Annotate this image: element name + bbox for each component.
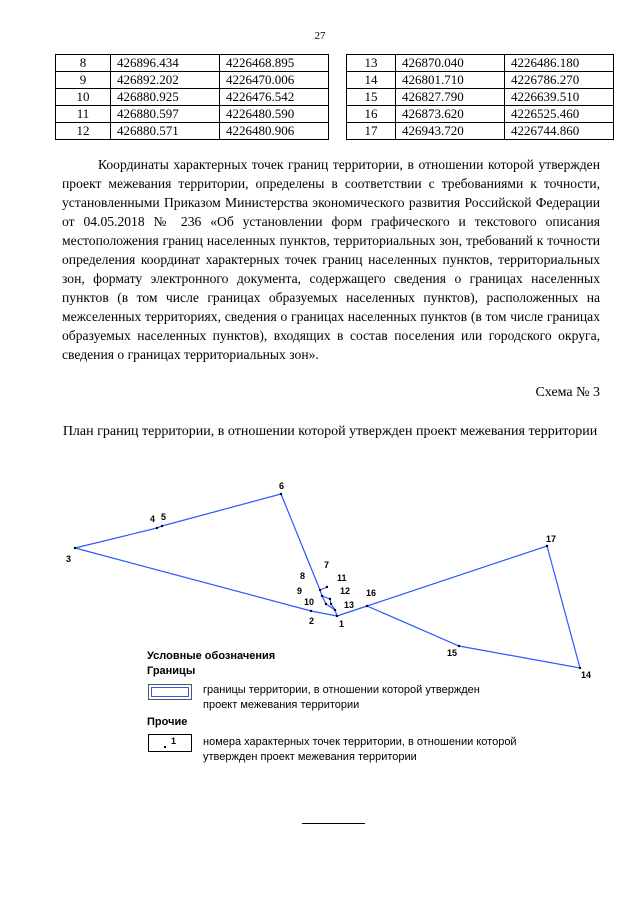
table-row bbox=[347, 123, 614, 140]
boundary-point bbox=[319, 589, 321, 591]
point-label: 1 bbox=[339, 619, 345, 629]
x-coordinate-cell: 426896.434 bbox=[111, 55, 220, 72]
coordinates-table-left bbox=[55, 54, 329, 140]
legend-point-text-line-1: номера характерных точек территории, в отношении которой bbox=[203, 736, 517, 748]
territory-plan-diagram bbox=[0, 470, 640, 685]
boundary-point bbox=[74, 547, 76, 549]
legend-other-heading: Прочие bbox=[147, 716, 188, 728]
y-coordinate-cell: 4226786.270 bbox=[505, 72, 614, 89]
legend-heading: Условные обозначения bbox=[147, 650, 276, 662]
legend-boundary-text-line-1: границы территории, в отношении которой утвержден bbox=[203, 684, 480, 696]
point-label: 16 bbox=[366, 588, 377, 598]
table-row bbox=[56, 55, 329, 72]
x-coordinate-cell: 426880.571 bbox=[111, 123, 220, 140]
point-number-cell: 14 bbox=[347, 72, 396, 89]
x-coordinate-cell: 426827.790 bbox=[396, 89, 505, 106]
table-row bbox=[56, 123, 329, 140]
point-label: 13 bbox=[344, 600, 355, 610]
point-label: 17 bbox=[546, 534, 557, 544]
legend-boundary-text-line-2: проект межевания территории bbox=[203, 699, 360, 711]
boundary-point bbox=[330, 603, 332, 605]
legend-boundary-swatch bbox=[148, 684, 192, 700]
table-row bbox=[56, 89, 329, 106]
boundary-line bbox=[337, 546, 580, 668]
legend-point-swatch bbox=[148, 734, 192, 752]
legend-boundary-text bbox=[203, 683, 543, 713]
legend-point-dot bbox=[164, 746, 166, 748]
schema-label: Схема № 3 bbox=[535, 385, 600, 400]
point-number-cell: 12 bbox=[56, 123, 111, 140]
point-number-cell: 17 bbox=[347, 123, 396, 140]
y-coordinate-cell: 4226476.542 bbox=[220, 89, 329, 106]
y-coordinate-cell: 4226468.895 bbox=[220, 55, 329, 72]
point-number-cell: 11 bbox=[56, 106, 111, 123]
coordinates-paragraph: Координаты характерных точек границ территории, в отношении которой утвержден проект межевания территории, определены в соответствии с требованиями к точности, установленными Приказом Министерства экономического развития Российской Федерации от 04.05.2018 № 236 «Об установлении форм графического и текстового описания местоположения границ населенных пунктов, территориальных зон, требований к точности определения координат характерных точек границ населенных пунктов, территориальных зон, формату электронного документа, содержащего сведения о границах населенных пунктов (в том числе границах образуемых населенных пунктов), расположенных на межселенных территориях, сведения о границах населенных пунктов (в том числе границах образуемых населенных пунктов), входящих в состав поселения или городского округа, сведения о границах территориальных зон». bbox=[62, 157, 600, 362]
point-label: 5 bbox=[161, 512, 167, 522]
table-row bbox=[347, 55, 614, 72]
point-label: 8 bbox=[300, 571, 306, 581]
point-number-cell: 15 bbox=[347, 89, 396, 106]
point-label: 7 bbox=[324, 560, 330, 570]
boundary-point bbox=[325, 603, 327, 605]
footer-line bbox=[302, 823, 365, 824]
y-coordinate-cell: 4226744.860 bbox=[505, 123, 614, 140]
y-coordinate-cell: 4226480.590 bbox=[220, 106, 329, 123]
boundary-point bbox=[326, 586, 328, 588]
table-row bbox=[347, 89, 614, 106]
table-row bbox=[56, 106, 329, 123]
point-number-cell: 8 bbox=[56, 55, 111, 72]
table-row bbox=[347, 72, 614, 89]
point-label: 9 bbox=[297, 586, 303, 596]
legend-point-number: 1 bbox=[171, 736, 177, 746]
boundary-point bbox=[334, 609, 336, 611]
boundary-point bbox=[546, 545, 548, 547]
point-label: 4 bbox=[150, 514, 156, 524]
boundary-point bbox=[579, 667, 581, 669]
boundary-point bbox=[366, 605, 368, 607]
point-number-cell: 13 bbox=[347, 55, 396, 72]
boundary-point bbox=[156, 527, 158, 529]
boundary-line bbox=[75, 548, 337, 616]
x-coordinate-cell: 426880.597 bbox=[111, 106, 220, 123]
point-label: 3 bbox=[66, 554, 72, 564]
boundary-point bbox=[336, 615, 338, 617]
point-number-cell: 10 bbox=[56, 89, 111, 106]
page-number: 27 bbox=[314, 30, 326, 42]
boundary-point bbox=[310, 610, 312, 612]
table-row bbox=[347, 106, 614, 123]
point-label: 14 bbox=[581, 670, 592, 680]
boundary-point bbox=[280, 493, 282, 495]
boundary-line bbox=[322, 596, 335, 610]
coordinates-table-right bbox=[346, 54, 614, 140]
boundary-point bbox=[329, 598, 331, 600]
point-label: 11 bbox=[337, 573, 347, 583]
y-coordinate-cell: 4226639.510 bbox=[505, 89, 614, 106]
table-row bbox=[56, 72, 329, 89]
point-label: 15 bbox=[447, 648, 458, 658]
y-coordinate-cell: 4226525.460 bbox=[505, 106, 614, 123]
x-coordinate-cell: 426801.710 bbox=[396, 72, 505, 89]
point-number-cell: 9 bbox=[56, 72, 111, 89]
plan-title: План границ территории, в отношении которой утвержден проект межевания территории bbox=[62, 424, 598, 439]
point-labels bbox=[66, 481, 591, 680]
point-label: 2 bbox=[309, 616, 315, 626]
x-coordinate-cell: 426870.040 bbox=[396, 55, 505, 72]
x-coordinate-cell: 426880.925 bbox=[111, 89, 220, 106]
boundary-line bbox=[75, 494, 337, 616]
point-number-cell: 16 bbox=[347, 106, 396, 123]
y-coordinate-cell: 4226470.006 bbox=[220, 72, 329, 89]
y-coordinate-cell: 4226486.180 bbox=[505, 55, 614, 72]
y-coordinate-cell: 4226480.906 bbox=[220, 123, 329, 140]
legend-boundaries-heading: Границы bbox=[147, 665, 196, 677]
legend-point-text bbox=[203, 735, 543, 765]
legend-point-text-line-2: утвержден проект межевания территории bbox=[203, 751, 417, 763]
boundary-point bbox=[321, 595, 323, 597]
x-coordinate-cell: 426892.202 bbox=[111, 72, 220, 89]
point-label: 10 bbox=[304, 597, 315, 607]
point-label: 12 bbox=[340, 586, 351, 596]
x-coordinate-cell: 426873.620 bbox=[396, 106, 505, 123]
boundary-point bbox=[161, 525, 163, 527]
x-coordinate-cell: 426943.720 bbox=[396, 123, 505, 140]
boundary-point bbox=[458, 645, 460, 647]
point-label: 6 bbox=[279, 481, 285, 491]
